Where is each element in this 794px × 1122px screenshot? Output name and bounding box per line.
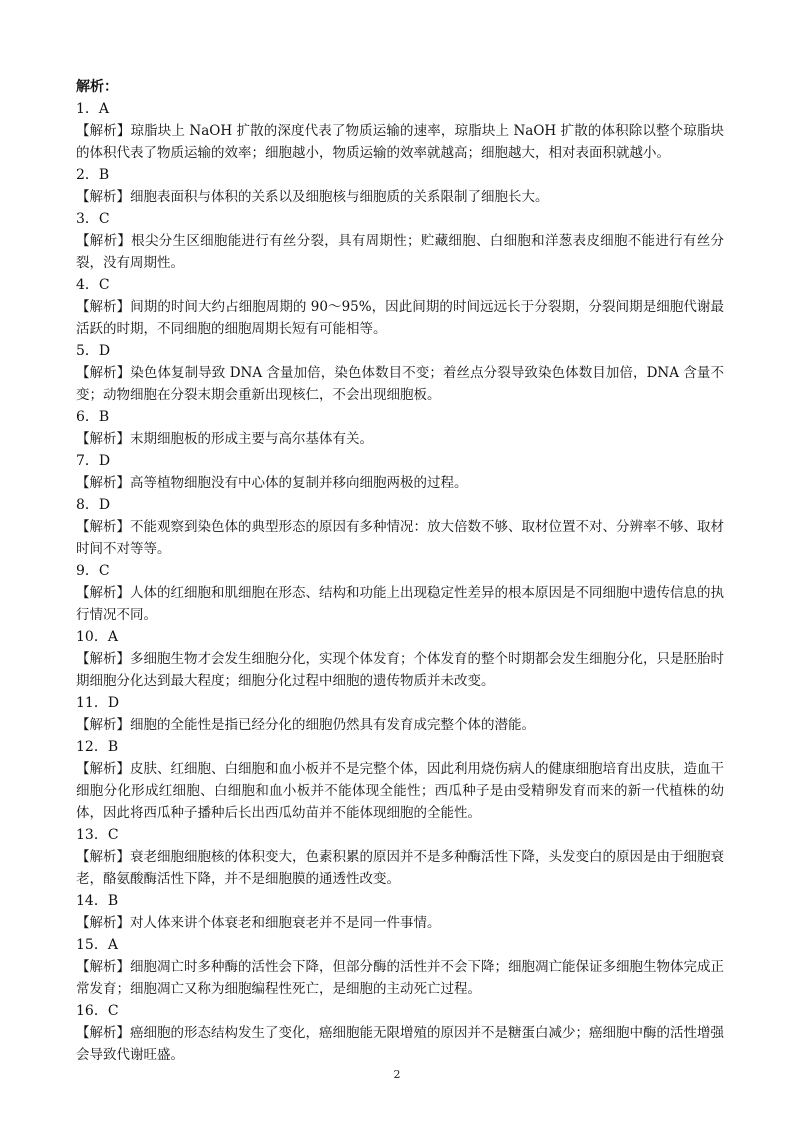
answer-item: [76, 824, 724, 890]
answer-item: [76, 274, 724, 340]
answer-item: [76, 164, 724, 208]
answer-number: 6．B: [76, 409, 110, 425]
answer-explanation: 【解析】细胞的全能性是指已经分化的细胞仍然具有发育成完整个体的潜能。: [76, 717, 535, 733]
answer-number: 4．C: [76, 277, 110, 293]
answer-number: 10．A: [76, 629, 118, 645]
answer-item: [76, 934, 724, 1000]
answer-item: [76, 494, 724, 560]
answer-explanation: 【解析】细胞表面积与体积的关系以及细胞核与细胞质的关系限制了细胞长大。: [76, 189, 549, 205]
answer-number: 7．D: [76, 453, 111, 469]
answer-number: 2．B: [76, 167, 110, 183]
answer-explanation: 【解析】末期细胞板的形成主要与高尔基体有关。: [76, 431, 373, 447]
answer-number: 3．C: [76, 211, 110, 227]
answer-number: 8．D: [76, 497, 111, 513]
answer-number: 1．A: [76, 101, 110, 117]
answer-explanation: 【解析】癌细胞的形态结构发生了变化，癌细胞能无限增殖的原因并不是糖蛋白减少；癌细胞中酶的活性增强会导致代谢旺盛。: [76, 1025, 724, 1063]
answer-item: [76, 98, 724, 164]
section-heading: 解析：: [76, 79, 118, 95]
answer-explanation: 【解析】间期的时间大约占细胞周期的 90～95%，因此间期的时间远远长于分裂期，分裂间期是细胞代谢最活跃的时期，不同细胞的细胞周期长短有可能相等。: [76, 299, 724, 337]
answer-number: 11．D: [76, 695, 120, 711]
answer-item: [76, 450, 724, 494]
answer-explanation: 【解析】不能观察到染色体的典型形态的原因有多种情况：放大倍数不够、取材位置不对、分辨率不够、取材时间不对等等。: [76, 519, 724, 557]
answer-item: [76, 340, 724, 406]
answer-explanation: 【解析】衰老细胞细胞核的体积变大，色素积累的原因并不是多种酶活性下降，头发变白的原因是由于细胞衰老，酪氨酸酶活性下降，并不是细胞膜的通透性改变。: [76, 849, 724, 887]
answer-number: 9．C: [76, 563, 110, 579]
answer-number: 15．A: [76, 937, 118, 953]
answer-explanation: 【解析】高等植物细胞没有中心体的复制并移向细胞两极的过程。: [76, 475, 468, 491]
answer-number: 13．C: [76, 827, 119, 843]
answer-explanation: 【解析】对人体来讲个体衰老和细胞衰老并不是同一件事情。: [76, 915, 441, 931]
answer-item: [76, 890, 724, 934]
answer-item: [76, 736, 724, 824]
answer-item: [76, 406, 724, 450]
answer-item: [76, 560, 724, 626]
answer-item: [76, 208, 724, 274]
answer-explanation: 【解析】根尖分生区细胞能进行有丝分裂，具有周期性；贮藏细胞、白细胞和洋葱表皮细胞不能进行有丝分裂，没有周期性。: [76, 233, 724, 271]
answer-item: [76, 692, 724, 736]
answer-number: 5．D: [76, 343, 111, 359]
answer-explanation: 【解析】染色体复制导致 DNA 含量加倍，染色体数目不变；着丝点分裂导致染色体数目加倍，DNA 含量不变；动物细胞在分裂末期会重新出现核仁，不会出现细胞板。: [76, 365, 724, 403]
answer-explanation: 【解析】人体的红细胞和肌细胞在形态、结构和功能上出现稳定性差异的根本原因是不同细胞中遗传信息的执行情况不同。: [76, 585, 724, 623]
answer-explanation: 【解析】皮肤、红细胞、白细胞和血小板并不是完整个体，因此利用烧伤病人的健康细胞培育出皮肤，造血干细胞分化形成红细胞、白细胞和血小板并不能体现全能性；西瓜种子是由受精卵发育而来的新一代植株的幼体，因此将西瓜种子播种后长出西瓜幼苗并不能体现细胞的全能性。: [76, 761, 724, 821]
answer-explanation: 【解析】琼脂块上 NaOH 扩散的深度代表了物质运输的速率，琼脂块上 NaOH 扩散的体积除以整个琼脂块的体积代表了物质运输的效率；细胞越小，物质运输的效率就越高；细胞越大，相对表面积就越小。: [76, 123, 724, 161]
answer-explanation: 【解析】多细胞生物才会发生细胞分化，实现个体发育；个体发育的整个时期都会发生细胞分化，只是胚胎时期细胞分化达到最大程度；细胞分化过程中细胞的遗传物质并未改变。: [76, 651, 724, 689]
answer-list: [76, 98, 724, 1066]
answer-number: 14．B: [76, 893, 119, 909]
page-number: 2: [393, 1068, 401, 1081]
answer-number: 12．B: [76, 739, 119, 755]
answer-number: 16．C: [76, 1003, 119, 1019]
answer-content: [76, 76, 724, 1066]
answer-explanation: 【解析】细胞凋亡时多种酶的活性会下降，但部分酶的活性并不会下降；细胞凋亡能保证多细胞生物体完成正常发育；细胞凋亡又称为细胞编程性死亡，是细胞的主动死亡过程。: [76, 959, 724, 997]
answer-item: [76, 626, 724, 692]
answer-item: [76, 1000, 724, 1066]
